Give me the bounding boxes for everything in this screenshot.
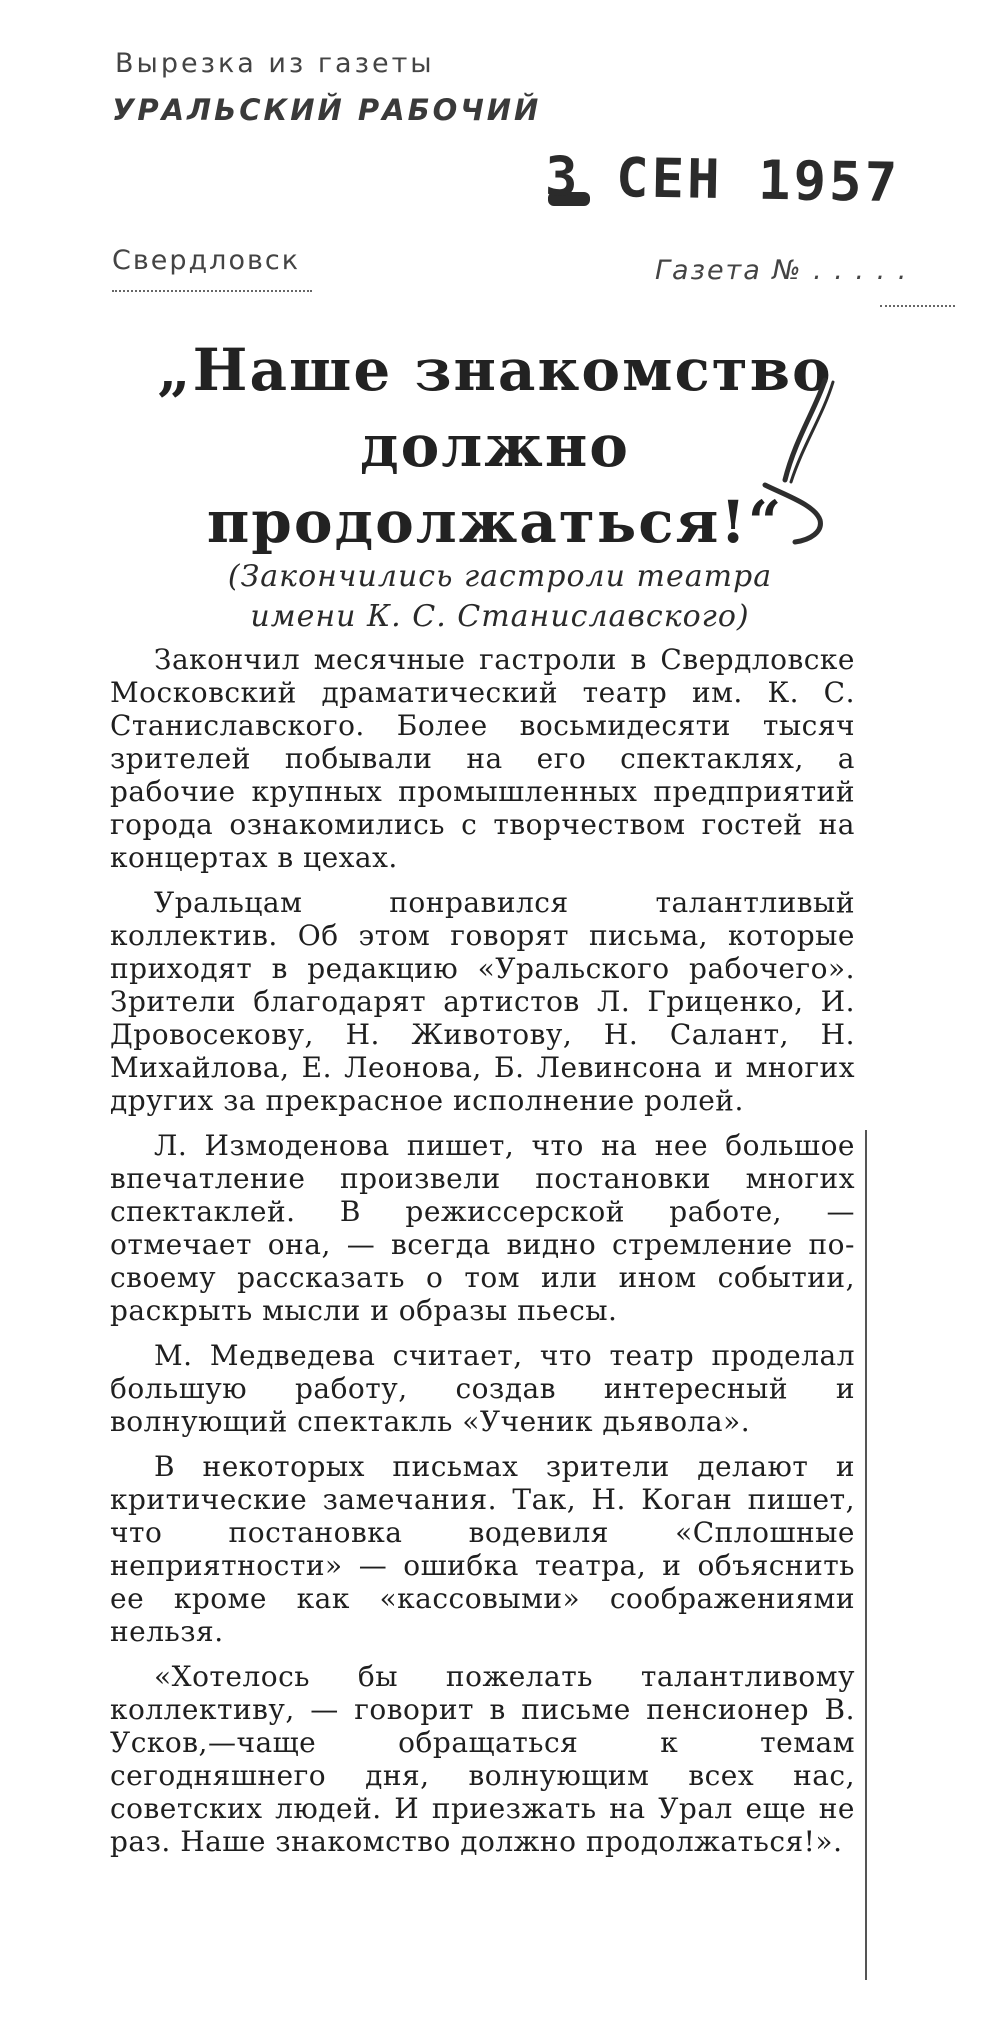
subhead-line: имени К. С. Станиславского): [250, 599, 750, 634]
gazeta-number-label: Газета № . . . . .: [655, 255, 909, 286]
headline-line: продолжаться!“: [206, 488, 784, 556]
article-paragraph: Закончил месячные гастроли в Свердловске Московский драматический театр им. К. С. Станиславского. Более восьмидесяти тысяч зрителей побывали на его спектаклях, а рабочие крупных промышленных предприятий города ознакомились с творчеством гостей на концертах в цехах.: [110, 643, 855, 874]
date-stamp: 3 СЕН 1957: [544, 144, 901, 215]
subhead-line: (Закончились гастроли театра: [227, 559, 773, 594]
article-paragraph: В некоторых письмах зрители делают и критические замечания. Так, Н. Коган пишет, что постановка водевиля «Сплошные неприятности» — ошибка театра, и объяснить ее кроме как «кассовыми» соображениями нельзя.: [110, 1450, 855, 1648]
article-paragraph: «Хотелось бы пожелать талантливому коллективу, — говорит в письме пенсионер В. Усков,—чаще обращаться к темам сегодняшнего дня, волнующим всех нас, советских людей. И приезжать на Урал еще не раз. Наше знакомство должно продолжаться!».: [110, 1660, 855, 1858]
article-paragraph: Уральцам понравился талантливый коллектив. Об этом говорят письма, которые приходят в редакцию «Уральского рабочего». Зрители благодарят артистов Л. Гриценко, И. Дровосекову, Н. Животову, Н. Салант, Н. Михайлова, Е. Леонова, Б. Левинсона и многих других за прекрасное исполнение ролей.: [110, 886, 855, 1117]
city-label: Свердловск: [112, 245, 301, 276]
article-body: [110, 643, 855, 1870]
headline-line: „Наше знакомство: [157, 336, 833, 404]
city-underline: [112, 290, 312, 292]
article-headline: [150, 332, 840, 560]
headline-line: должно: [360, 412, 630, 480]
newspaper-name: УРАЛЬСКИЙ РАБОЧИЙ: [112, 93, 542, 127]
article-paragraph: Л. Измоденова пишет, что на нее большое впечатление произвели постановки многих спектаклей. В режиссерской работе, — отмечает она, — всегда видно стремление по-своему рассказать о том или ином событии, раскрыть мысли и образы пьесы.: [110, 1129, 855, 1327]
clipping-label: Вырезка из газеты: [115, 48, 435, 79]
column-rule: [865, 1130, 867, 1980]
pencil-mark-icon: [755, 370, 865, 555]
article-paragraph: М. Медведева считает, что театр проделал большую работу, создав интересный и волнующий спектакль «Ученик дьявола».: [110, 1339, 855, 1438]
article-subhead: [180, 557, 820, 637]
gazeta-underline: [880, 305, 955, 307]
